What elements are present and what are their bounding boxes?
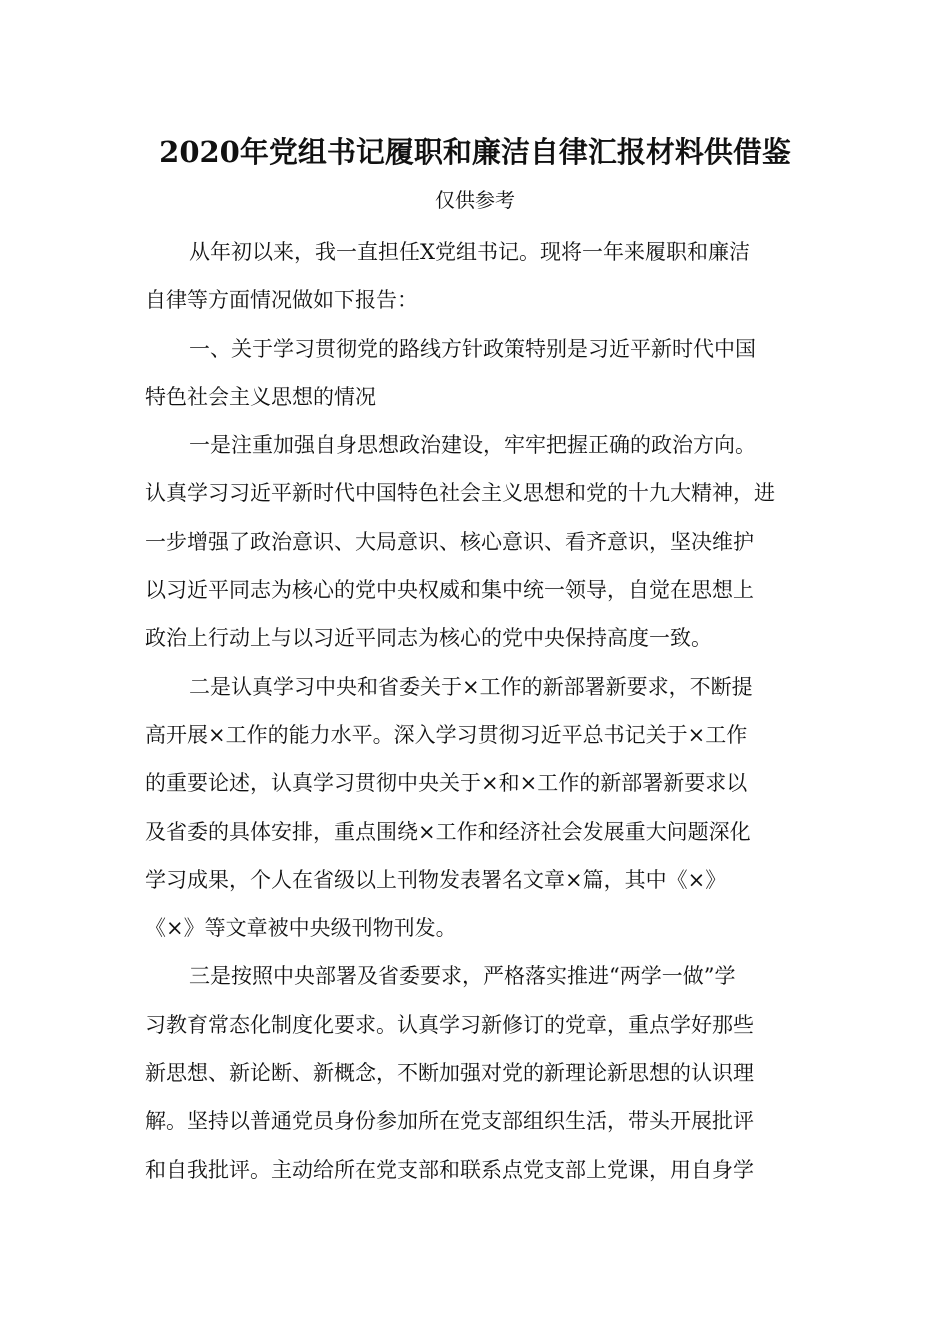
paragraph-line: 的重要论述，认真学习贯彻中央关于×和×工作的新部署新要求以 [145,771,748,796]
paragraph-line: 自律等方面情况做如下报告： [145,288,418,313]
paragraph-line: 解。坚持以普通党员身份参加所在党支部组织生活，带头开展批评 [145,1109,754,1134]
paragraph-line: 从年初以来，我一直担任X党组书记。现将一年来履职和廉洁 [189,240,750,264]
section-heading-line: 一、关于学习贯彻党的路线方针政策特别是习近平新时代中国 [189,336,756,361]
document-title: 2020年党组书记履职和廉洁自律汇报材料供借鉴 [159,135,791,169]
document-body [145,230,805,1196]
paragraph-line: 新思想、新论断、新概念，不断加强对党的新理论新思想的认识理 [145,1061,754,1086]
paragraph-line: 及省委的具体安排，重点围绕×工作和经济社会发展重大问题深化 [145,819,751,844]
paragraph-line: 学习成果，个人在省级以上刊物发表署名文章×篇，其中《×》 [145,867,727,892]
document-subtitle: 仅供参考 [435,188,515,212]
paragraph-line: 政治上行动上与以习近平同志为核心的党中央保持高度一致。 [145,626,712,651]
paragraph-line: 习教育常态化制度化要求。认真学习新修订的党章，重点学好那些 [145,1012,754,1037]
section-heading-line: 特色社会主义思想的情况 [145,384,376,409]
paragraph-line: 三是按照中央部署及省委要求，严格落实推进“两学一做”学 [189,964,736,989]
paragraph-line: 《×》等文章被中央级刊物刊发。 [145,916,457,941]
paragraph-line: 认真学习习近平新时代中国特色社会主义思想和党的十九大精神，进 [145,481,775,506]
paragraph-line: 二是认真学习中央和省委关于×工作的新部署新要求，不断提 [189,674,753,699]
paragraph-line: 一步增强了政治意识、大局意识、核心意识、看齐意识，坚决维护 [145,529,754,554]
paragraph-line: 高开展×工作的能力水平。深入学习贯彻习近平总书记关于×工作 [145,722,748,747]
paragraph-line: 以习近平同志为核心的党中央权威和集中统一领导，自觉在思想上 [145,578,754,603]
paragraph-line: 和自我批评。主动给所在党支部和联系点党支部上党课，用自身学 [145,1157,754,1182]
paragraph-line: 一是注重加强自身思想政治建设，牢牢把握正确的政治方向。 [189,433,756,458]
